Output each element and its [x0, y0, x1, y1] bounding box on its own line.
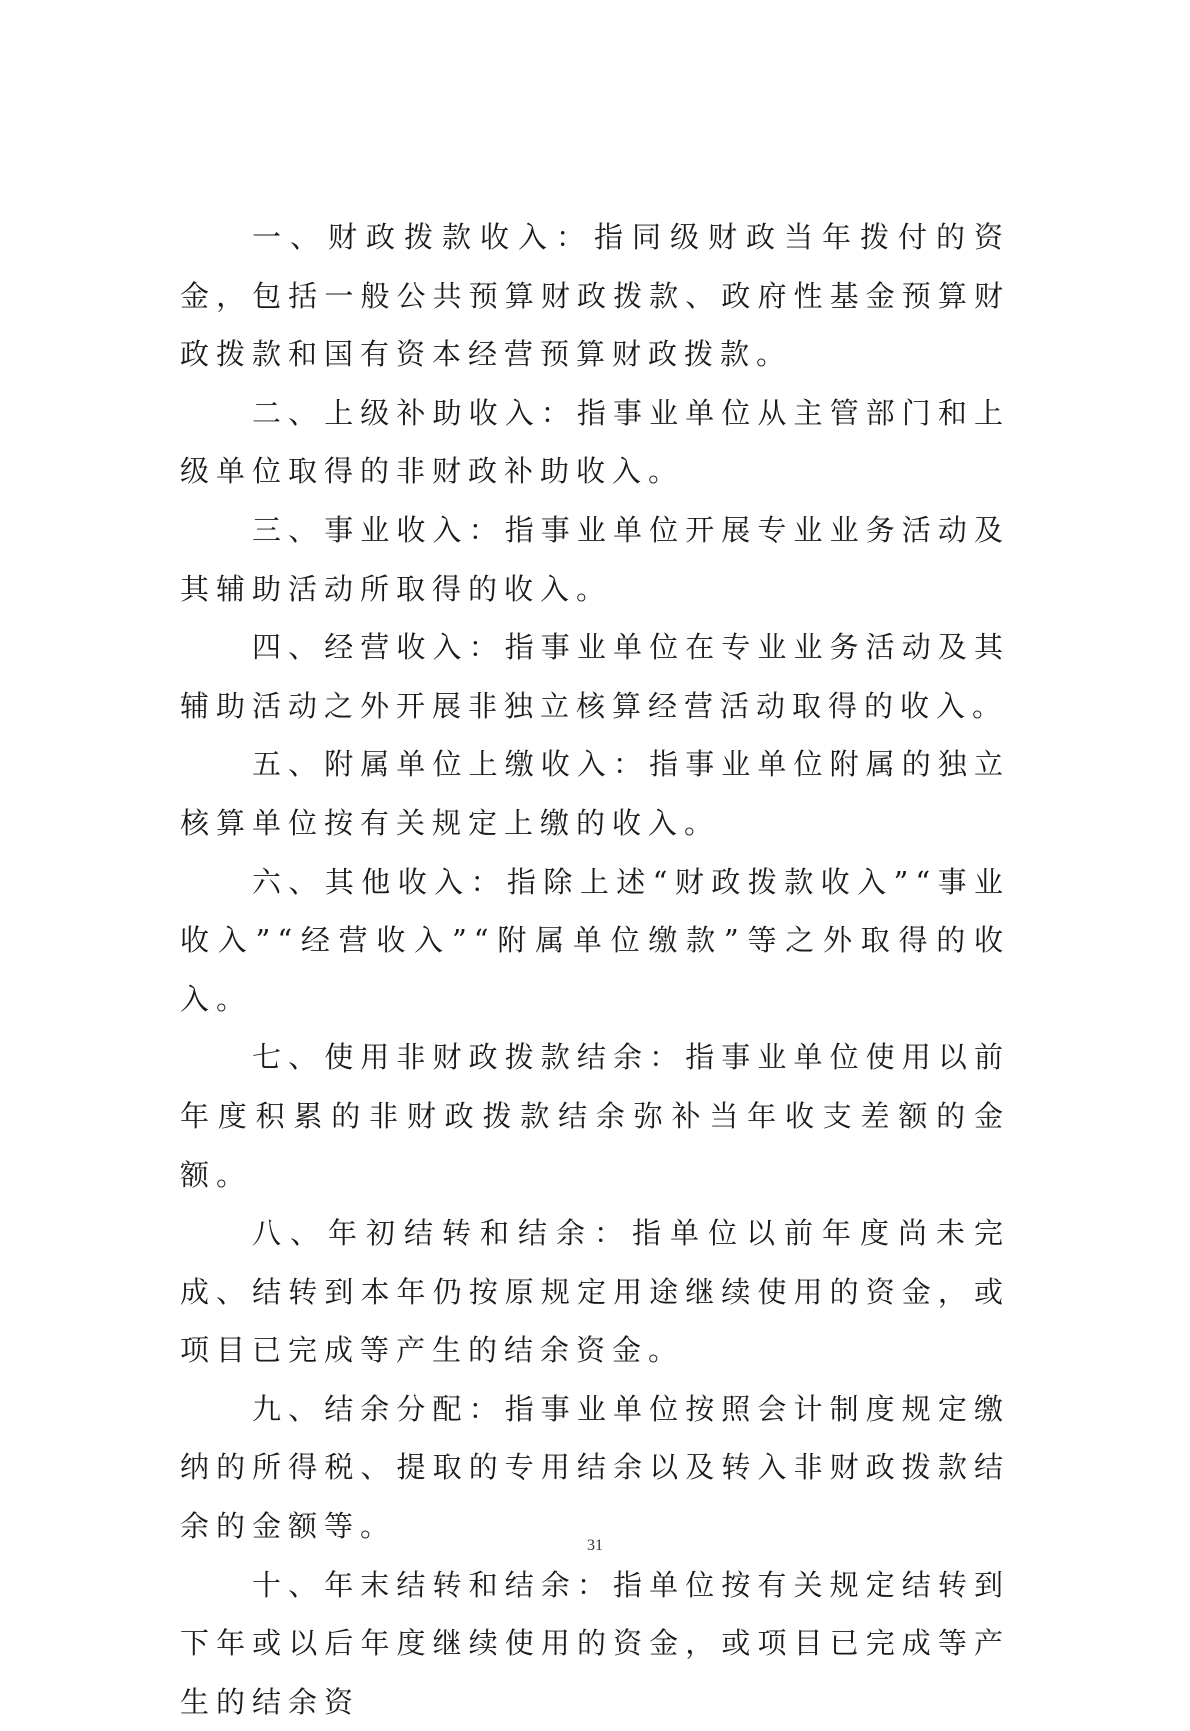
paragraph-year-end-carryover: 十、年末结转和结余：指单位按有关规定结转到下年或以后年度继续使用的资金，或项目已完成等产生的结余资	[180, 1567, 1010, 1719]
document-body	[180, 208, 1010, 1731]
paragraph-surplus-distribution: 九、结余分配：指事业单位按照会计制度规定缴纳的所得税、提取的专用结余以及转入非财政拨款结余的金额等。	[180, 1391, 1010, 1544]
page-number: 31	[587, 1537, 603, 1554]
paragraph-superior-subsidy-income: 二、上级补助收入：指事业单位从主管部门和上级单位取得的非财政补助收入。	[180, 395, 1010, 489]
paragraph-non-fiscal-surplus-use: 七、使用非财政拨款结余：指事业单位使用以前年度积累的非财政拨款结余弥补当年收支差额的金额。	[180, 1040, 1010, 1192]
paragraph-beginning-carryover: 八、年初结转和结余：指单位以前年度尚未完成、结转到本年仍按原规定用途继续使用的资金，或项目已完成等产生的结余资金。	[180, 1216, 1010, 1368]
paragraph-affiliated-unit-income: 五、附属单位上缴收入：指事业单位附属的独立核算单位按有关规定上缴的收入。	[180, 747, 1010, 840]
paragraph-fiscal-appropriation-income: 一、财政拨款收入：指同级财政当年拨付的资金，包括一般公共预算财政拨款、政府性基金预算财政拨款和国有资本经营预算财政拨款。	[180, 220, 1010, 372]
paragraph-other-income: 六、其他收入：指除上述“财政拨款收入”“事业收入”“经营收入”“附属单位缴款”等之外取得的收入。	[180, 864, 1010, 1016]
paragraph-operating-income: 四、经营收入：指事业单位在专业业务活动及其辅助活动之外开展非独立核算经营活动取得的收入。	[180, 630, 1010, 723]
paragraph-business-income: 三、事业收入：指事业单位开展专业业务活动及其辅助活动所取得的收入。	[180, 512, 1010, 606]
